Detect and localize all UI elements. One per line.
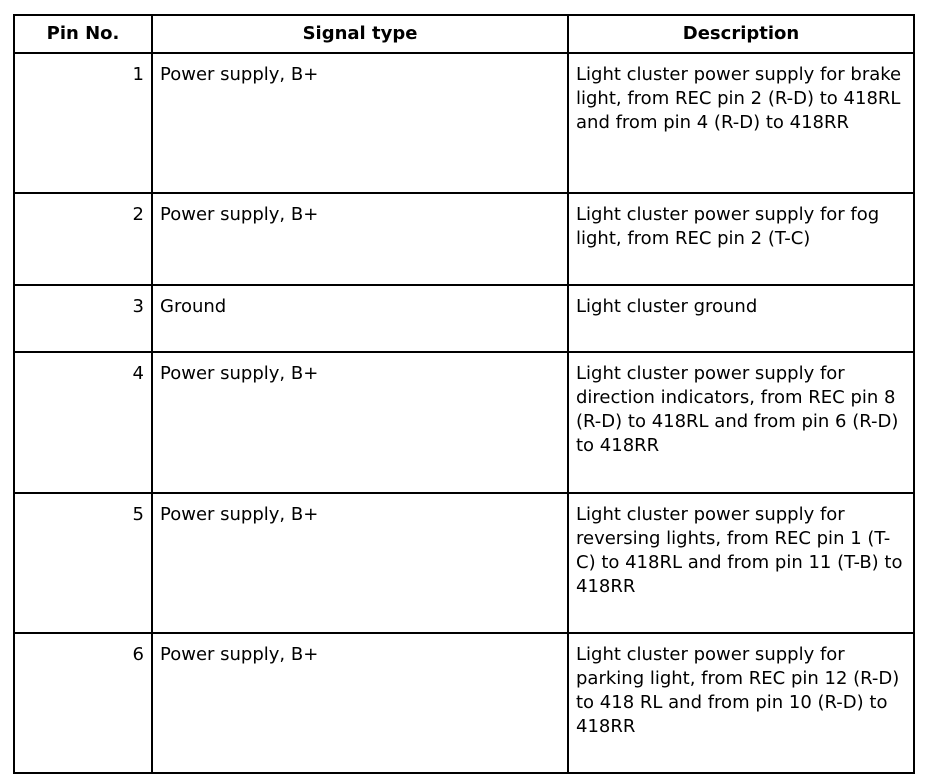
signal-type-cell: Power supply, B+: [152, 352, 568, 493]
description-cell: Light cluster power supply for fog light, from REC pin 2 (T-C): [568, 193, 914, 285]
header-pin-no: Pin No.: [14, 15, 152, 53]
table-row: [14, 193, 914, 285]
signal-type-cell: Power supply, B+: [152, 53, 568, 193]
signal-type-cell: Power supply, B+: [152, 193, 568, 285]
table-row: [14, 633, 914, 773]
table-row: [14, 285, 914, 352]
signal-type-cell: Power supply, B+: [152, 633, 568, 773]
pin-number-cell: 2: [14, 193, 152, 285]
pin-number-cell: 5: [14, 493, 152, 633]
signal-type-cell: Ground: [152, 285, 568, 352]
header-description: Description: [568, 15, 914, 53]
pin-number-cell: 1: [14, 53, 152, 193]
signal-type-cell: Power supply, B+: [152, 493, 568, 633]
table-row: [14, 352, 914, 493]
pin-number-cell: 3: [14, 285, 152, 352]
description-cell: Light cluster ground: [568, 285, 914, 352]
description-cell: Light cluster power supply for reversing lights, from REC pin 1 (T-C) to 418RL and from pin 11 (T-B) to 418RR: [568, 493, 914, 633]
description-cell: Light cluster power supply for parking light, from REC pin 12 (R-D) to 418 RL and from pin 10 (R-D) to 418RR: [568, 633, 914, 773]
header-signal-type: Signal type: [152, 15, 568, 53]
table-row: [14, 493, 914, 633]
pin-assignment-table: [13, 14, 915, 774]
pin-number-cell: 6: [14, 633, 152, 773]
description-cell: Light cluster power supply for direction indicators, from REC pin 8 (R-D) to 418RL and from pin 6 (R-D) to 418RR: [568, 352, 914, 493]
pin-number-cell: 4: [14, 352, 152, 493]
description-cell: Light cluster power supply for brake light, from REC pin 2 (R-D) to 418RL and from pin 4 (R-D) to 418RR: [568, 53, 914, 193]
table-row: [14, 53, 914, 193]
table-header-row: [14, 15, 914, 53]
